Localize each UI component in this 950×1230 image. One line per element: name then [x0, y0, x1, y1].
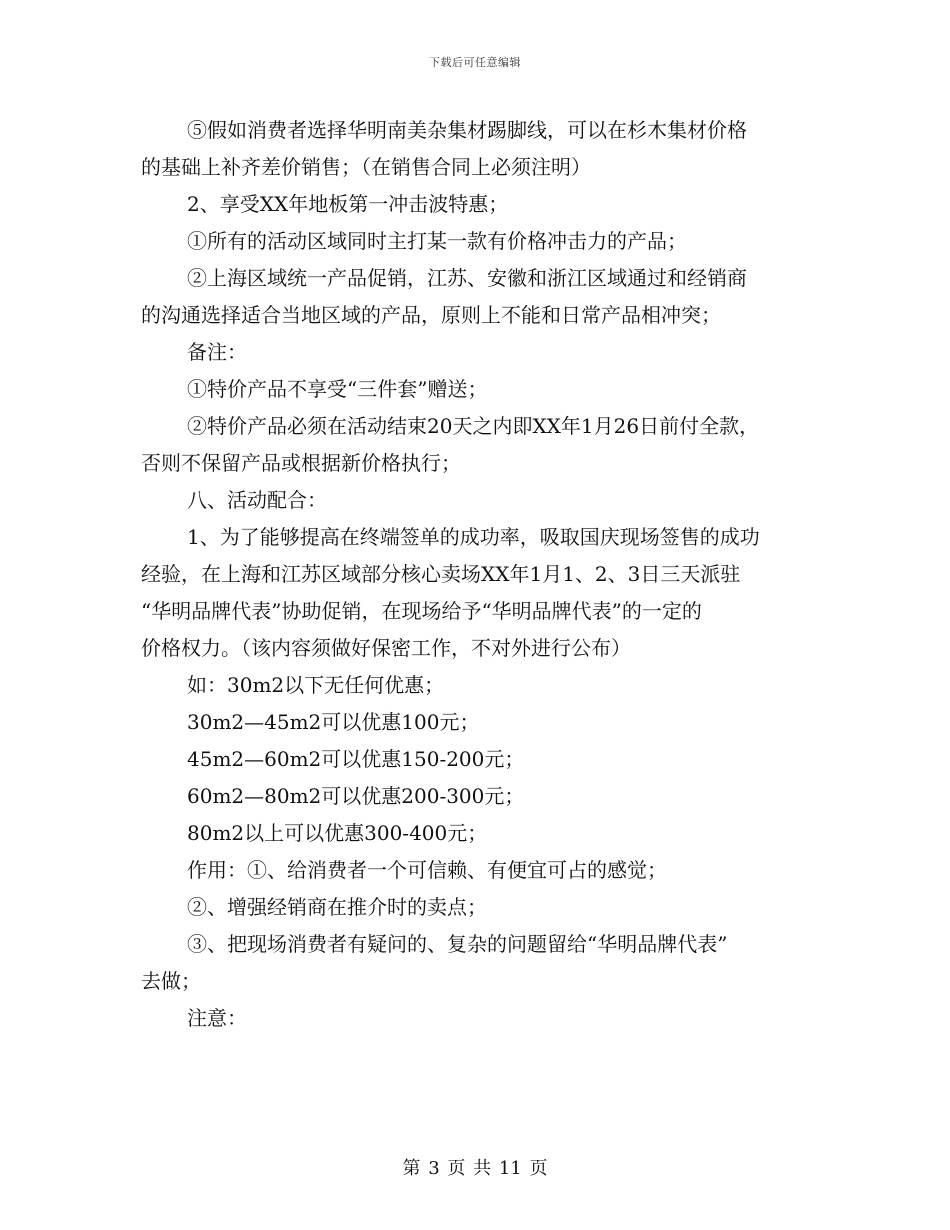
body-line: 作用：①、给消费者一个可信赖、有便宜可占的感觉； — [187, 858, 667, 882]
section-heading: 八、活动配合： — [187, 488, 327, 512]
body-line: 去做； — [141, 969, 201, 993]
body-line: 备注： — [187, 340, 247, 364]
body-line: ②特价产品必须在活动结束20天之内即XX年1月26日前付全款， — [187, 414, 760, 438]
body-line: ③、把现场消费者有疑问的、复杂的问题留给“华明品牌代表” — [187, 932, 728, 956]
page-number-footer: 第 3 页 共 11 页 — [402, 1158, 548, 1179]
body-line: 60m2—80m2可以优惠200-300元； — [187, 784, 525, 808]
body-line: 1、为了能够提高在终端签单的成功率，吸取国庆现场签售的成功 — [187, 525, 760, 549]
body-line: 价格权力。（该内容须做好保密工作，不对外进行公布） — [141, 636, 631, 660]
body-line: ①特价产品不享受“三件套”赠送； — [187, 377, 488, 401]
body-line: 80m2以上可以优惠300-400元； — [187, 821, 488, 845]
body-line: ②上海区域统一产品促销，江苏、安徽和浙江区域通过和经销商 — [187, 266, 747, 290]
body-line: 的沟通选择适合当地区域的产品，原则上不能和日常产品相冲突； — [141, 303, 721, 327]
body-line: 否则不保留产品或根据新价格执行； — [141, 451, 461, 475]
document-body — [141, 112, 821, 1037]
body-line: ②、增强经销商在推介时的卖点； — [187, 895, 487, 919]
body-line: ①所有的活动区域同时主打某一款有价格冲击力的产品； — [187, 229, 687, 253]
body-line: 的基础上补齐差价销售；（在销售合同上必须注明） — [141, 155, 591, 179]
body-line: 45m2—60m2可以优惠150-200元； — [187, 747, 525, 771]
body-line: 2、享受XX年地板第一冲击波特惠； — [187, 192, 509, 216]
page-header: 下载后可任意编辑 — [429, 56, 521, 69]
body-line: 注意： — [187, 1006, 247, 1030]
body-line: “华明品牌代表”协助促销，在现场给予“华明品牌代表”的一定的 — [141, 599, 702, 623]
body-line: 如：30m2以下无任何优惠； — [187, 673, 445, 697]
body-line: ⑤假如消费者选择华明南美杂集材踢脚线，可以在杉木集材价格 — [187, 118, 747, 142]
body-line: 30m2—45m2可以优惠100元； — [187, 710, 480, 734]
body-line: 经验，在上海和江苏区域部分核心卖场XX年1月1、2、3日三天派驻 — [141, 562, 741, 586]
